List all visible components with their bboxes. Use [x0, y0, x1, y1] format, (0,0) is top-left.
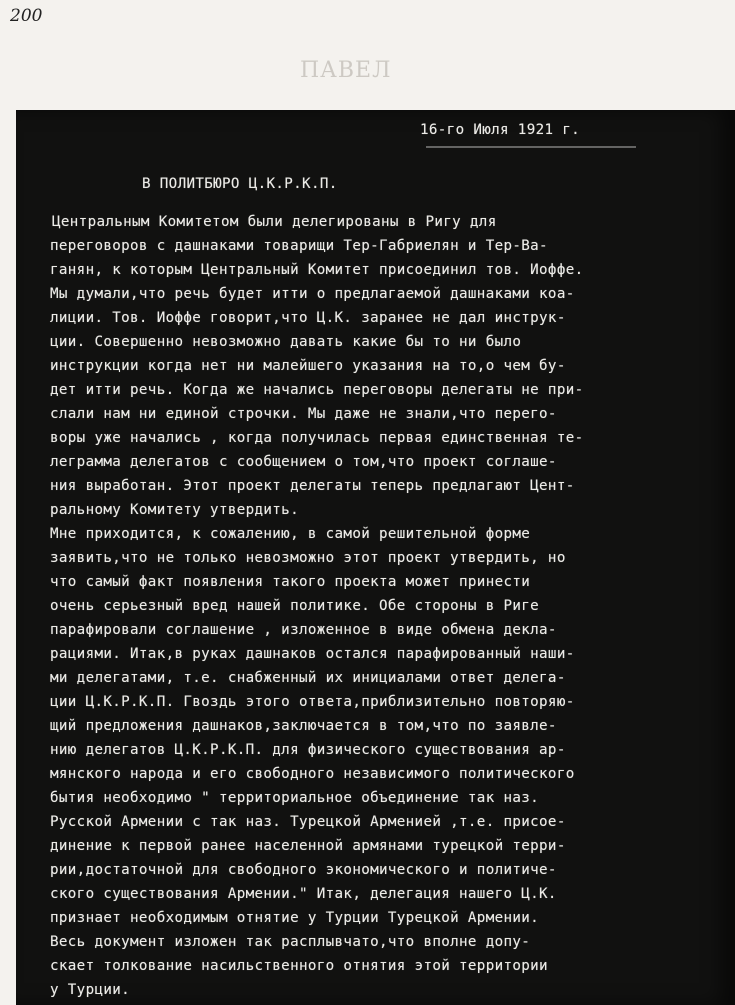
body-line: очень серьезный вред нашей политике. Обе стороны в Риге [50, 598, 540, 614]
body-line: ции Ц.К.Р.К.П. Гвоздь этого ответа,приблизительно повторяю- [50, 694, 575, 710]
body-line: ния выработан. Этот проект делегаты теперь предлагают Цент- [50, 478, 575, 494]
body-line: Русской Армении с так наз. Турецкой Арменией ,т.е. присое- [50, 814, 566, 830]
body-line: заявить,что не только невозможно этот проект утвердить, но [50, 550, 566, 566]
body-line: динение к первой ранее населенной армянами турецкой терри- [50, 838, 566, 854]
body-line: нию делегатов Ц.К.Р.К.П. для физического существования ар- [50, 742, 566, 758]
body-line: ганян, к которым Центральный Комитет присоединил тов. Иоффе. [50, 262, 584, 278]
body-line: ми делегатами, т.е. снабженный их инициалами ответ делега- [50, 670, 566, 686]
date-underline [426, 146, 636, 148]
document-date: 16-го Июля 1921 г. [420, 122, 581, 138]
body-line: скает толкование насильственного отнятия этой территории [50, 958, 548, 974]
document-heading: В ПОЛИТБЮРО Ц.К.Р.К.П. [142, 176, 338, 192]
body-line: ского существования Армении." Итак, делегация нашего Ц.К. [50, 886, 557, 902]
body-line: признает необходимым отнятие у Турции Турецкой Армении. [50, 910, 540, 926]
body-line: бытия необходимо " территориальное объединение так наз. [50, 790, 540, 806]
body-line: ции. Совершенно невозможно давать какие бы то ни было [50, 334, 522, 350]
page-number: 200 [10, 6, 43, 26]
body-line: рии,достаточной для свободного экономического и политиче- [50, 862, 557, 878]
body-line: Мы думали,что речь будет итти о предлагаемой дашнаками коа- [50, 286, 575, 302]
body-line: дет итти речь. Когда же начались переговоры делегаты не при- [50, 382, 584, 398]
body-line: ральному Комитету утвердить. [50, 502, 299, 518]
body-line: парафировали соглашение , изложенное в виде обмена декла- [50, 622, 557, 638]
body-line: лиции. Тов. Иоффе говорит,что Ц.К. заранее не дал инструк- [50, 310, 566, 326]
body-line: переговоров с дашнаками товарищи Тер-Габриелян и Тер-Ва- [50, 238, 548, 254]
bleed-through-text: ПАВЕЛ [300, 58, 392, 83]
body-line: инструкции когда нет ни малейшего указания на то,о чем бу- [50, 358, 566, 374]
body-line: у Турции. [50, 982, 131, 998]
document-sheet [16, 110, 735, 1005]
body-line: рациями. Итак,в руках дашнаков остался парафированный наши- [50, 646, 575, 662]
typed-document [16, 110, 735, 1005]
body-line: слали нам ни единой строчки. Мы даже не знали,что перего- [50, 406, 557, 422]
body-line: Весь документ изложен так расплывчато,что вполне допу- [50, 934, 531, 950]
body-line: леграмма делегатов с сообщением о том,что проект соглаше- [50, 454, 557, 470]
body-line: Мне приходится, к сожалению, в самой решительной форме [50, 526, 531, 542]
body-line: воры уже начались , когда получилась первая единственная те- [50, 430, 584, 446]
body-line: Центральным Комитетом были делегированы в Ригу для [52, 214, 497, 230]
body-line: щий предложения дашнаков,заключается в том,что по заявле- [50, 718, 557, 734]
body-line: мянского народа и его свободного независимого политического [50, 766, 575, 782]
body-line: что самый факт появления такого проекта может принести [50, 574, 531, 590]
